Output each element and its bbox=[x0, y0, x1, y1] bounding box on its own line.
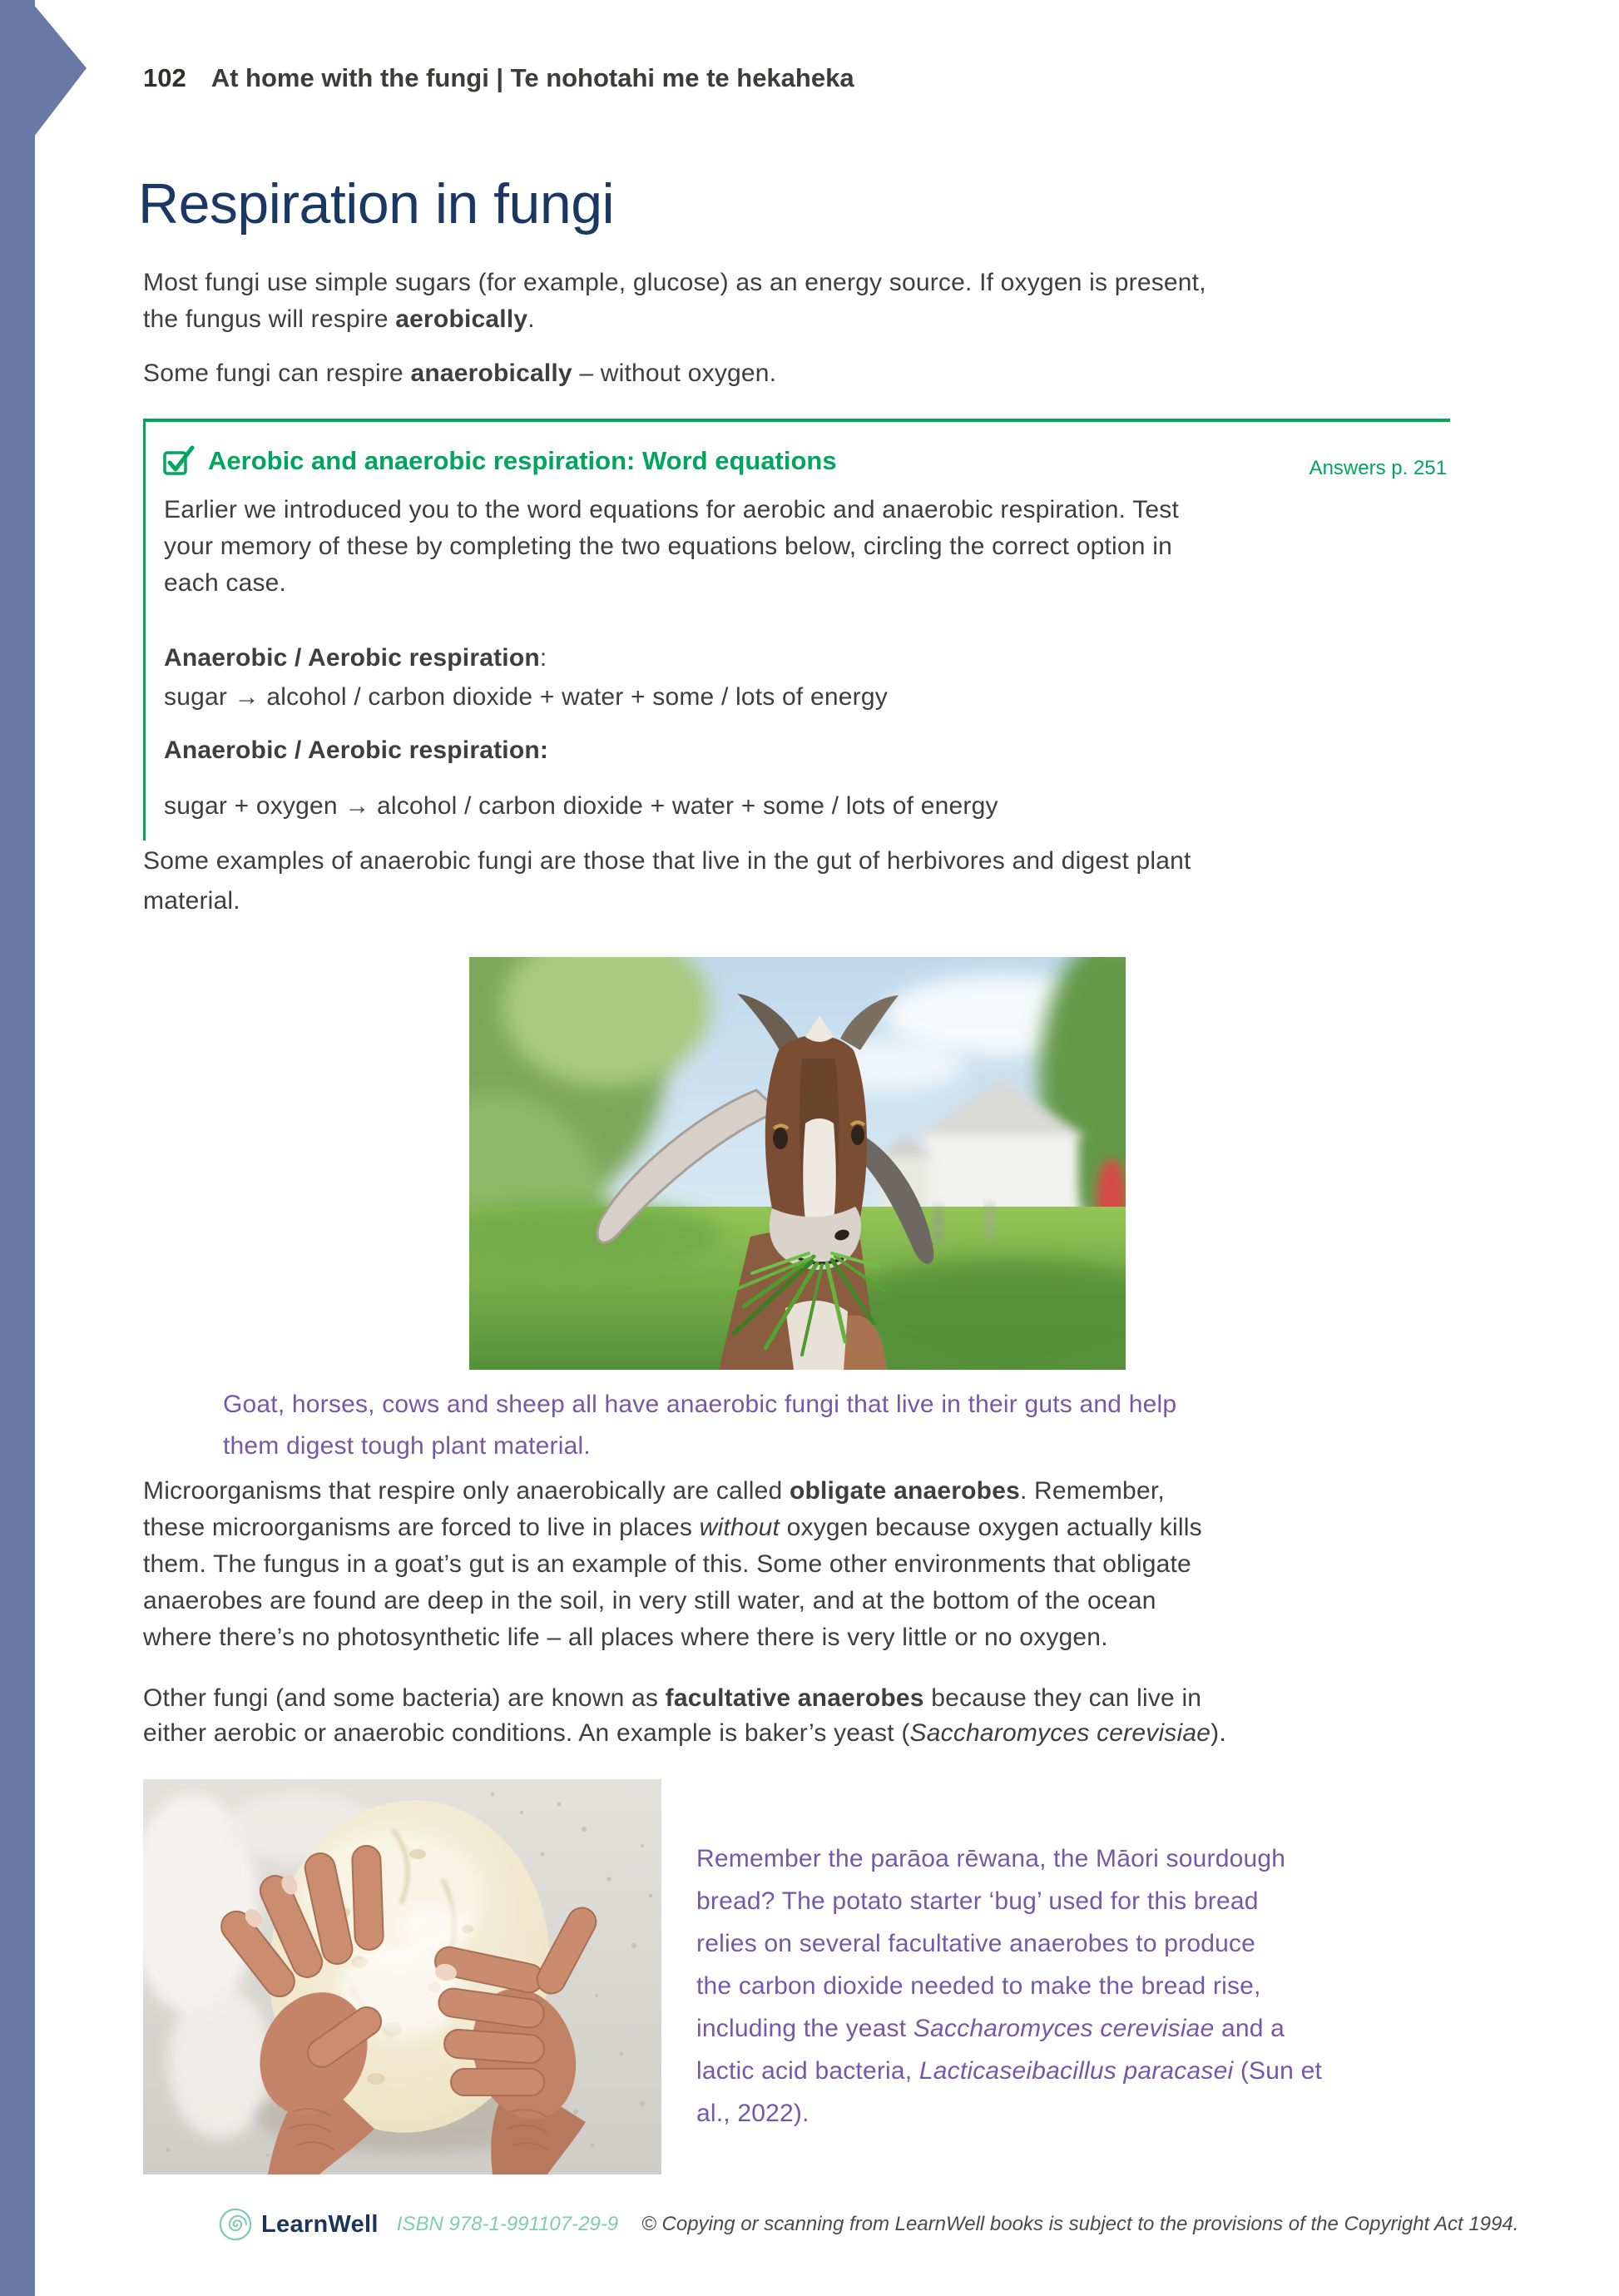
activity-box-title: Aerobic and anaerobic respiration: Word equations bbox=[208, 446, 837, 475]
equation-label-1: Anaerobic / Aerobic respiration: bbox=[164, 644, 547, 672]
goat-eating-grass-photo bbox=[469, 957, 1126, 1370]
paragraph-anaerobic-examples: Some examples of anaerobic fungi are those that live in the gut of herbivores and digest plant material. bbox=[143, 847, 1191, 915]
chapter-sidebar-bar bbox=[0, 0, 35, 2296]
sourdough-note-caption: Remember the parāoa rēwana, the Māori sourdough bread? The potato starter ‘bug’ used for this bread relies on several facultative anaerobes to produce the carbon dioxide needed to make the bread rise, including the yeast Saccharomyces cerevisiae and a lactic acid bacteria, Lacticaseibacillus paracasei (Sun et al., 2022). bbox=[696, 1845, 1322, 2127]
footer-copyright-notice: © Copying or scanning from LearnWell books is subject to the provisions of the Copyright Act 1994. bbox=[641, 2213, 1519, 2235]
answers-page-reference: Answers p. 251 bbox=[1309, 457, 1447, 479]
word-equation-2: sugar + oxygen → alcohol / carbon dioxide + water + some / lots of energy bbox=[164, 792, 998, 820]
learnwell-spiral-logo-icon bbox=[218, 2207, 253, 2242]
activity-box-instructions: Earlier we introduced you to the word equations for aerobic and anaerobic respiration. Test your memory of these by completing the two equations below, circling the correct option in each case. bbox=[164, 496, 1180, 597]
paragraph-obligate-anaerobes: Microorganisms that respire only anaerobically are called obligate anaerobes. Remember, these microorganisms are forced to live in places without oxygen because oxygen actually kills them. The fungus in a goat’s gut is an example of this. Some other environments that obligate anaerobes are found are deep in the soil, in very still water, and at the bottom of the ocean where there’s no photosynthetic life – all places where there is very little or no oxygen. bbox=[143, 1477, 1202, 1651]
activity-box-heading-row bbox=[163, 445, 837, 477]
page-title: Respiration in fungi bbox=[138, 172, 615, 236]
activity-box bbox=[143, 419, 1450, 841]
running-header-title: At home with the fungi | Te nohotahi me te hekaheka bbox=[210, 63, 854, 92]
word-equation-1: sugar → alcohol / carbon dioxide + water + some / lots of energy bbox=[164, 683, 888, 711]
footer-brand: LearnWell bbox=[261, 2210, 379, 2238]
equation-label-2: Anaerobic / Aerobic respiration: bbox=[164, 736, 549, 764]
page-number: 102 bbox=[143, 63, 186, 92]
goat-photo-caption: Goat, horses, cows and sheep all have anaerobic fungi that live in their guts and help them digest tough plant material. bbox=[223, 1391, 1177, 1460]
chapter-tab-marker bbox=[34, 5, 87, 136]
paragraph-intro-2: Some fungi can respire anaerobically – without oxygen. bbox=[143, 360, 777, 387]
paragraph-facultative-anaerobes: Other fungi (and some bacteria) are known as facultative anaerobes because they can live in either aerobic or anaerobic conditions. An example is baker’s yeast (Saccharomyces cerevisiae). bbox=[143, 1684, 1226, 1747]
checkbox-check-icon bbox=[163, 445, 196, 477]
footer-isbn: ISBN 978-1-991107-29-9 bbox=[396, 2213, 619, 2235]
page-footer bbox=[218, 2204, 1518, 2245]
paragraph-intro-1: Most fungi use simple sugars (for example, glucose) as an energy source. If oxygen is present, the fungus will respire aerobically. bbox=[143, 269, 1206, 333]
hands-kneading-dough-photo bbox=[143, 1779, 661, 2175]
page-header bbox=[143, 63, 854, 93]
